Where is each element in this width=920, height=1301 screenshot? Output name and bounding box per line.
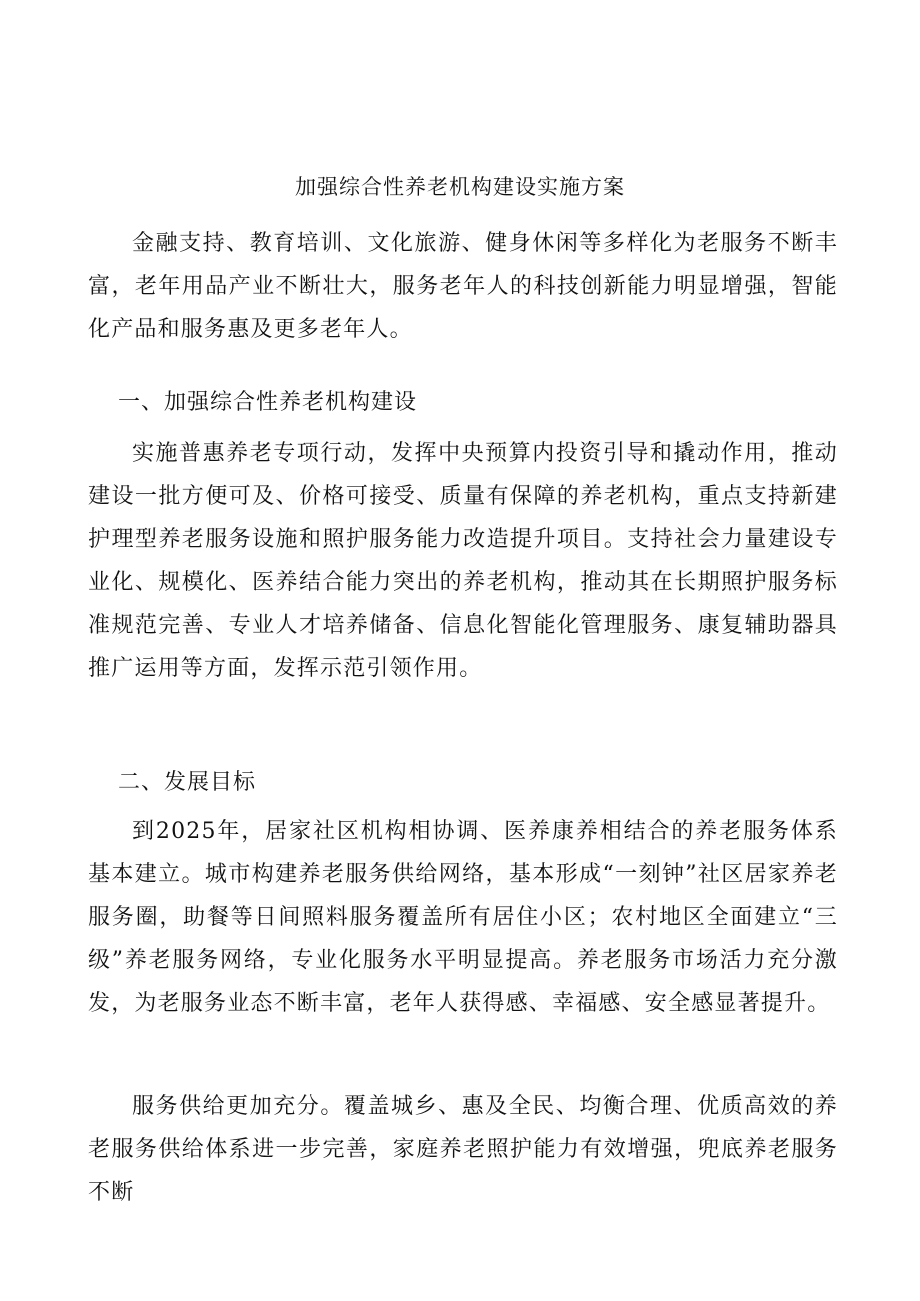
intro-paragraph: 金融支持、教育培训、文化旅游、健身休闲等多样化为老服务不断丰富，老年用品产业不断壮大，服务老年人的科技创新能力明显增强，智能化产品和服务惠及更多老年人。 bbox=[88, 231, 838, 342]
section-heading-1: 一、加强综合性养老机构建设 bbox=[118, 390, 418, 415]
section-heading-2: 二、发展目标 bbox=[118, 770, 257, 795]
section-1-paragraph: 实施普惠养老专项行动，发挥中央预算内投资引导和撬动作用，推动建设一批方便可及、价格可接受、质量有保障的养老机构，重点支持新建护理型养老服务设施和照护服务能力改造提升项目。支持社会力量建设专业化、规模化、医养结合能力突出的养老机构，推动其在长期照护服务标准规范完善、专业人才培养储备、信息化智能化管理服务、康复辅助器具推广运用等方面，发挥示范引领作用。 bbox=[88, 441, 838, 681]
development-goals-paragraph: 到2025年，居家社区机构相协调、医养康养相结合的养老服务体系基本建立。城市构建养老服务供给网络，基本形成“一刻钟”社区居家养老服务圈，助餐等日间照料服务覆盖所有居住小区；农村地区全面建立“三级”养老服务网络，专业化服务水平明显提高。养老服务市场活力充分激发，为老服务业态不断丰富，老年人获得感、幸福感、安全感显著提升。 bbox=[88, 819, 838, 1016]
service-supply-paragraph: 服务供给更加充分。覆盖城乡、惠及全民、均衡合理、优质高效的养老服务供给体系进一步完善，家庭养老照护能力有效增强，兜底养老服务不断 bbox=[88, 1094, 838, 1205]
document-title: 加强综合性养老机构建设实施方案 bbox=[295, 175, 625, 199]
